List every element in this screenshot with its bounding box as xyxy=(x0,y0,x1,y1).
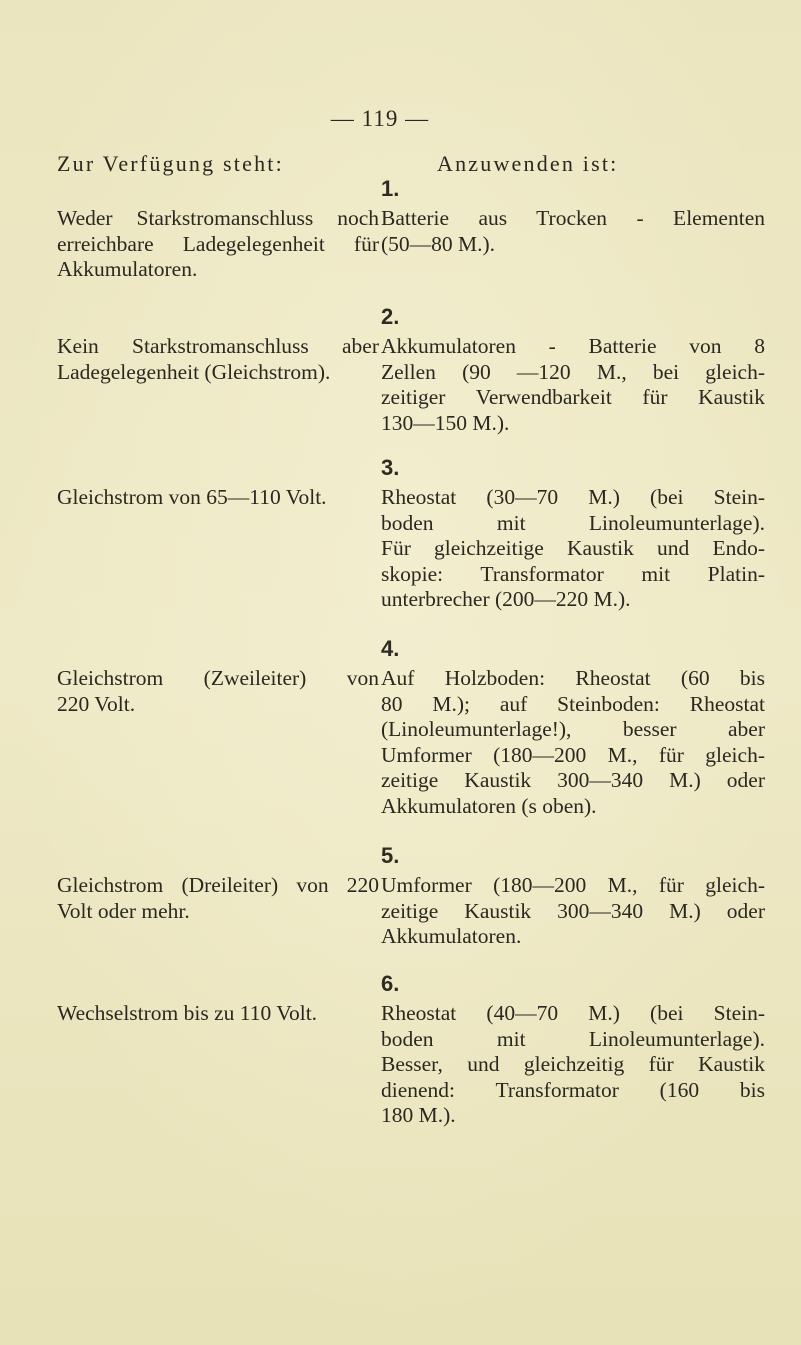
text-line: dienend: Transformator (160 bis xyxy=(381,1077,765,1102)
text-line: Besser, und gleichzeitig für Kaustik xyxy=(381,1052,765,1077)
text-line: erreichbare Ladegelegenheit für xyxy=(57,231,379,256)
text-line: Batterie aus Trocken - Elementen xyxy=(381,206,765,230)
text-line: unterbrecher (200—220 M.). xyxy=(381,587,631,612)
entry-apply-text xyxy=(381,206,765,257)
text-line: zeitige Kaustik 300—340 M.) oder xyxy=(381,768,765,793)
entry-available-text xyxy=(57,873,379,924)
text-line: Akkumulatoren (s oben). xyxy=(381,793,597,818)
text-line: Akkumulatoren. xyxy=(381,924,522,949)
text-line: Gleichstrom (Zweileiter) von xyxy=(57,666,379,690)
entry-available-text xyxy=(57,485,379,511)
text-line: Weder Starkstromanschluss noch xyxy=(57,206,379,230)
entry-available-text xyxy=(57,1001,379,1027)
text-line: boden mit Linoleumunterlage). xyxy=(381,510,765,535)
entry-number: 6. xyxy=(381,971,400,996)
text-line: Gleichstrom von 65—110 Volt. xyxy=(57,485,327,509)
entry-available-text xyxy=(57,334,379,385)
entry-available-text xyxy=(57,666,379,717)
page-number: — 119 — xyxy=(330,106,430,131)
text-line: 180 M.). xyxy=(381,1103,456,1128)
text-line: Auf Holzboden: Rheostat (60 bis xyxy=(381,666,765,690)
text-line: (Linoleumunterlage!), besser aber xyxy=(381,717,765,742)
entry-available-text xyxy=(57,206,379,283)
entry-number: 3. xyxy=(381,455,400,480)
text-line: Für gleichzeitige Kaustik und Endo- xyxy=(381,536,765,561)
text-line: Rheostat (40—70 M.) (bei Stein- xyxy=(381,1001,765,1025)
entry-apply-text xyxy=(381,873,765,950)
entry-number: 4. xyxy=(381,636,400,661)
text-line: Akkumulatoren - Batterie von 8 xyxy=(381,334,765,358)
entry-apply-text xyxy=(381,666,765,820)
text-line: Kein Starkstromanschluss aber xyxy=(57,334,379,358)
entry-number: 1. xyxy=(381,176,400,201)
entry-apply-text xyxy=(381,485,765,613)
text-line: Rheostat (30—70 M.) (bei Stein- xyxy=(381,485,765,509)
text-line: Gleichstrom (Dreileiter) von 220 xyxy=(57,873,379,897)
text-line: Akkumulatoren. xyxy=(57,257,198,282)
text-line: (50—80 M.). xyxy=(381,231,496,256)
text-line: 220 Volt. xyxy=(57,691,136,716)
text-line: boden mit Linoleumunterlage). xyxy=(381,1026,765,1051)
text-line: Umformer (180—200 M., für gleich- xyxy=(381,742,765,767)
column-header-available: Zur Verfügung steht: xyxy=(57,151,284,176)
text-line: Umformer (180—200 M., für gleich- xyxy=(381,873,765,897)
text-line: skopie: Transformator mit Platin- xyxy=(381,561,765,586)
entry-number: 2. xyxy=(381,304,400,329)
text-line: Ladegelegenheit (Gleichstrom). xyxy=(57,359,331,384)
entry-number: 5. xyxy=(381,843,400,868)
entry-apply-text xyxy=(381,334,765,436)
text-line: Volt oder mehr. xyxy=(57,898,190,923)
text-line: 130—150 M.). xyxy=(381,410,510,435)
text-line: zeitiger Verwendbarkeit für Kaustik xyxy=(381,385,765,410)
entry-apply-text xyxy=(381,1001,765,1129)
column-header-to-apply: Anzuwenden ist: xyxy=(437,151,619,176)
text-line: Wechselstrom bis zu 110 Volt. xyxy=(57,1001,318,1025)
text-line: Zellen (90 —120 M., bei gleich- xyxy=(381,359,765,384)
text-line: 80 M.); auf Steinboden: Rheostat xyxy=(381,691,765,716)
text-line: zeitige Kaustik 300—340 M.) oder xyxy=(381,898,765,923)
